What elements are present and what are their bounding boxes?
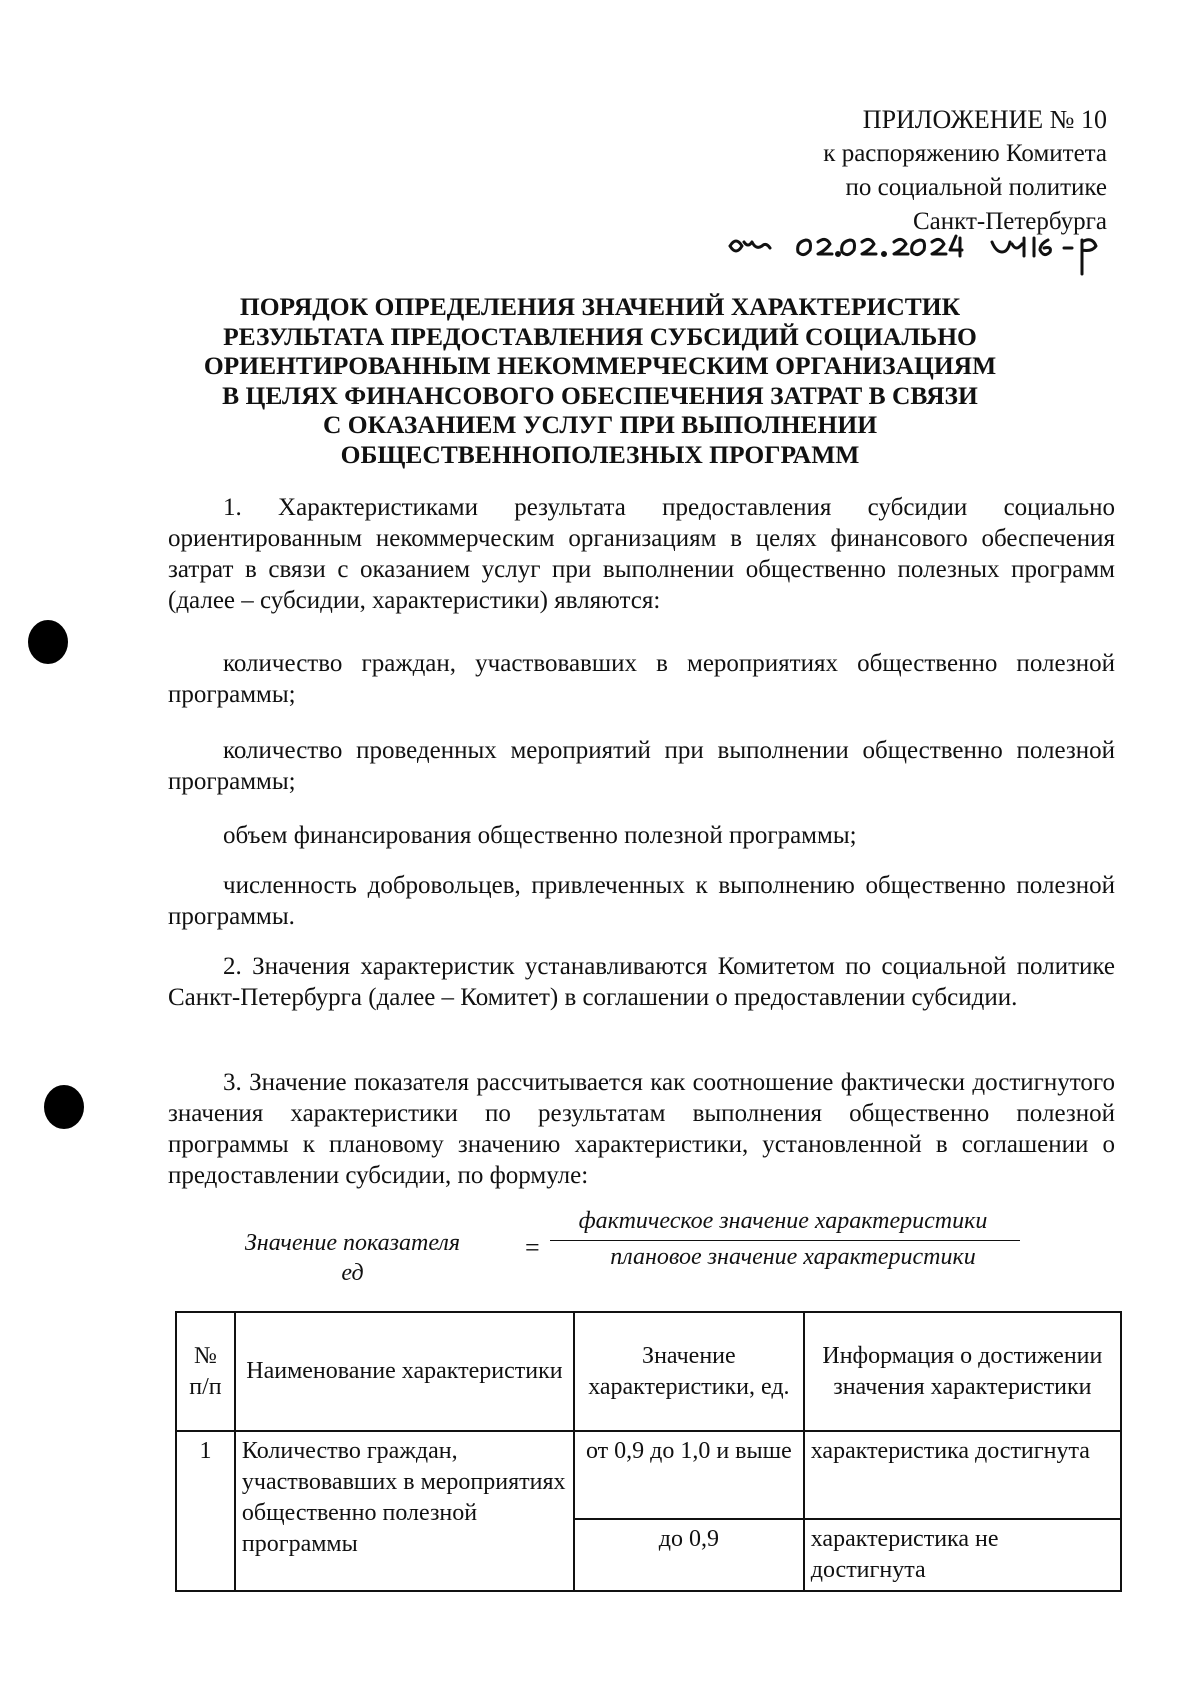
- document-title-line-5: С ОКАЗАНИЕМ УСЛУГ ПРИ ВЫПОЛНЕНИИ: [322, 410, 878, 439]
- handwritten-date-number: [724, 232, 1164, 282]
- formula-lhs-unit: ед: [341, 1260, 364, 1286]
- appendix-line-2: по социальной политике: [845, 174, 1107, 201]
- paragraph-2: количество граждан, участвовавших в мероприятиях общественно полезной программы;: [168, 650, 1115, 708]
- header-value: Значение характеристики, ед.: [574, 1312, 804, 1431]
- document-title-line-3: ОРИЕНТИРОВАННЫМ НЕКОММЕРЧЕСКИМ ОРГАНИЗАЦИЯМ: [203, 351, 997, 380]
- characteristic-name: Количество граждан, участвовавших в мероприятиях общественно полезной программы: [235, 1431, 574, 1591]
- handwritten-date-number-image: [724, 232, 1164, 282]
- appendix-line-3: Санкт-Петербурга: [912, 208, 1107, 235]
- table-header-row: [176, 1312, 1121, 1431]
- characteristics-table: [175, 1311, 1122, 1592]
- info-not-achieved: характеристика не достигнута: [804, 1519, 1121, 1591]
- document-title-line-4: В ЦЕЛЯХ ФИНАНСОВОГО ОБЕСПЕЧЕНИЯ ЗАТРАТ В СВЯЗИ: [222, 380, 978, 410]
- paragraph-6: 2. Значения характеристик устанавливаются Комитетом по социальной политике Санкт-Петербурга (далее – Комитет) в соглашении о предоставлении субсидии.: [168, 953, 1115, 1011]
- paragraph-3: количество проведенных мероприятий при выполнении общественно полезной программы;: [168, 737, 1115, 795]
- formula-lhs-label: Значение показателя: [244, 1230, 461, 1256]
- info-achieved: характеристика достигнута: [804, 1431, 1121, 1519]
- appendix-title: ПРИЛОЖЕНИЕ № 10: [862, 105, 1107, 134]
- paragraph-5: численность добровольцев, привлеченных к выполнению общественно полезной программы.: [168, 872, 1115, 930]
- appendix-header: [823, 103, 1107, 239]
- row-number: 1: [176, 1431, 235, 1591]
- paragraph-4: объем финансирования общественно полезной программы;: [223, 822, 857, 849]
- punch-hole-top: [28, 620, 68, 664]
- formula-denominator: плановое значение характеристики: [610, 1244, 976, 1270]
- header-info: Информация о достижении значения характеристики: [804, 1312, 1121, 1431]
- formula-fraction-bar: [550, 1240, 1020, 1241]
- formula-left-side: [230, 1228, 475, 1288]
- formula-numerator: фактическое значение характеристики: [578, 1208, 988, 1234]
- document-title-line-2: РЕЗУЛЬТАТА ПРЕДОСТАВЛЕНИЯ СУБСИДИЙ СОЦИАЛЬНО: [223, 321, 977, 351]
- formula-equals: =: [525, 1233, 540, 1262]
- header-name: Наименование характеристики: [235, 1312, 574, 1431]
- document-title-line-6: ОБЩЕСТВЕННОПОЛЕЗНЫХ ПРОГРАММ: [340, 439, 860, 469]
- paragraph-1: 1. Характеристиками результата предоставления субсидии социально ориентированным некоммерческим организациям в целях финансового обеспечения затрат в связи с оказанием услуг при выполнении общественно полезных программ (далее – субсидии, характеристики) являются:: [168, 494, 1115, 614]
- value-achieved-range: от 0,9 до 1,0 и выше: [574, 1431, 804, 1519]
- appendix-line-1: к распоряжению Комитета: [823, 140, 1107, 167]
- value-not-achieved-range: до 0,9: [574, 1519, 804, 1591]
- table-row: [176, 1431, 1121, 1519]
- document-title-line-1: ПОРЯДОК ОПРЕДЕЛЕНИЯ ЗНАЧЕНИЙ ХАРАКТЕРИСТИК: [239, 292, 961, 321]
- punch-hole-bottom: [44, 1085, 84, 1129]
- paragraph-7: 3. Значение показателя рассчитывается как соотношение фактически достигнутого значения характеристики по результатам выполнения общественно полезной программы к плановому значению характеристики, установленной в соглашении о предоставлении субсидии, по формуле:: [168, 1069, 1115, 1189]
- document-title: [150, 292, 1050, 469]
- header-num: № п/п: [176, 1312, 235, 1431]
- indicator-formula: [230, 1208, 1030, 1298]
